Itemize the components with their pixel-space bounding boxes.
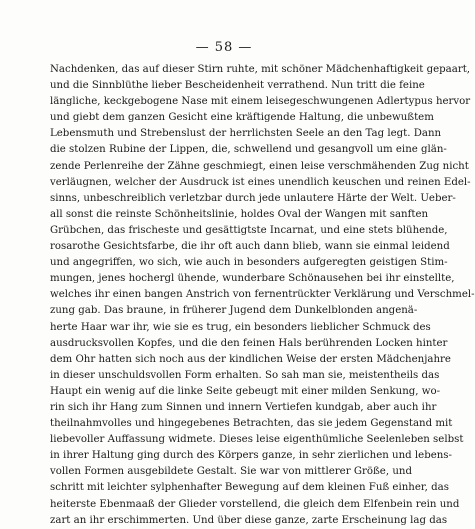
text-line: dem Ohr hatten sich noch aus der kindlichen Weise der ersten Mädchenjahre: [50, 353, 451, 365]
text-line: und giebt dem ganzen Gesicht eine kräftigende Haltung, die unbewußtem: [50, 112, 434, 124]
text-line: die stolzen Rubine der Lippen, die, schwellend und gesangvoll um eine glän-: [50, 144, 447, 156]
text-line: längliche, keckgebogene Nase mit einem leisegeschwungenen Adlertypus hervor: [50, 96, 471, 108]
text-line: liebevoller Auffassung widmete. Dieses leise eigenthümliche Seelenleben selbst: [50, 434, 464, 446]
text-line: rin sich ihr Hang zum Sinnen und innern Vertiefen kundgab, aber auch ihr: [50, 401, 437, 413]
text-line: rosarothe Gesichtsfarbe, die ihr oft auch dann blieb, wann sie einmal leidend: [50, 241, 450, 253]
text-line: zende Perlenreihe der Zähne geschmiegt, einen leise verschmähenden Zug nicht: [50, 160, 469, 172]
body-text: [50, 62, 475, 529]
text-line: heiterste Ebenmaaß der Glieder vorstellend, die gleich dem Elfenbein rein und: [50, 498, 460, 510]
text-line: zart an ihr erschimmerten. Und über diese ganze, zarte Erscheinung lag das: [50, 514, 448, 526]
text-line: und angegriffen, wo sich, wie auch in besonders aufgeregten geistigen Stim-: [50, 257, 448, 269]
text-line: welches ihr einen bangen Anstrich von fernentrückter Verklärung und Verschmel-: [50, 289, 475, 301]
text-line: mungen, jenes hochergl ühende, wunderbare Schönausehen bei ihr einstellte,: [50, 273, 455, 285]
text-line: theilnahmvolles und hingegebenes Betrachten, das sie jedem Gegenstand mit: [50, 418, 453, 430]
text-line: herte Haar war ihr, wie sie es trug, ein besonders lieblicher Schmuck des: [50, 321, 431, 333]
text-line: Haupt ein wenig auf die linke Seite gebeugt mit einer milden Senkung, wo-: [50, 385, 441, 397]
text-line: ausdrucksvollen Kopfes, und die den feinen Hals berührenden Locken hinter: [50, 337, 448, 349]
text-line: sinns, unbeschreiblich verletzbar durch jede unlautere Härte der Welt. Ueber-: [50, 192, 456, 204]
text-line: in dieser unschuldsvollen Form erhalten. So sah man sie, meistentheils das: [50, 369, 440, 381]
text-line: Grübchen, das frischeste und gesättigtste Incarnat, und eine stets blühende,: [50, 224, 448, 236]
text-line: in ihrer Haltung ging durch des Körpers ganze, in sehr zierlichen und lebens-: [50, 450, 452, 462]
text-line: und die Sinnblüthe lieber Bescheidenheit verrathend. Nun tritt die feine: [50, 80, 425, 92]
page-number: — 58 —: [195, 40, 253, 55]
text-line: all sonst die reinste Schönheitslinie, holdes Oval der Wangen mit sanften: [50, 208, 429, 220]
text-line: zung gab. Das braune, in früherer Jugend dem Dunkelblonden angenä-: [50, 305, 418, 317]
text-line: Lebensmuth und Strebenslust der herrlichsten Seele an den Tag legt. Dann: [50, 128, 442, 140]
text-line: Nachdenken, das auf dieser Stirn ruhte, mit schöner Mädchenhaftigkeit gepaart,: [50, 64, 471, 75]
text-line: schritt mit leichter sylphenhafter Bewegung auf dem kleinen Fuß einher, das: [50, 482, 449, 494]
text-line: verläugnen, welcher der Ausdruck ist eines unendlich keuschen und reinen Edel-: [50, 176, 471, 188]
text-line: vollen Formen ausgebildete Gestalt. Sie war von mittlerer Größe, und: [50, 466, 412, 478]
